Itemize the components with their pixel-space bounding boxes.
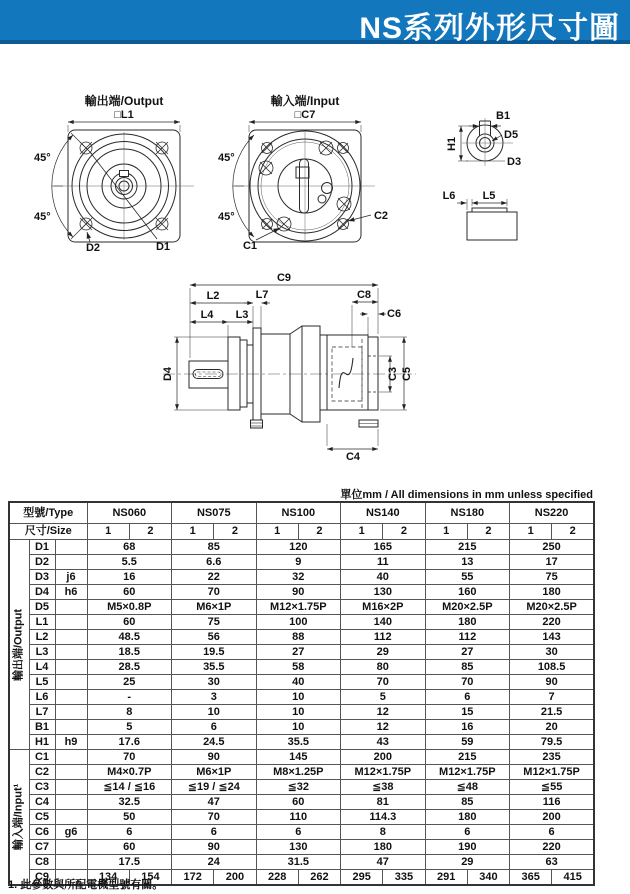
dim-value: 200 xyxy=(341,750,426,765)
dim-code: C9 xyxy=(29,870,55,886)
size-col-header: 1 xyxy=(256,524,298,540)
dim-value: M16×2P xyxy=(341,600,426,615)
dim-c7-label: □C7 xyxy=(294,109,316,121)
dim-value: ≦38 xyxy=(341,780,426,795)
dim-code: L5 xyxy=(29,675,55,690)
dim-value: 24.5 xyxy=(172,735,257,750)
dim-value: 35.5 xyxy=(256,735,341,750)
dim-value: 56 xyxy=(172,630,257,645)
dim-value: 5 xyxy=(341,690,426,705)
dim-code: C4 xyxy=(29,795,55,810)
label-c1: C1 xyxy=(242,240,258,252)
dim-value: M12×1.75P xyxy=(425,765,510,780)
output-angle-top: 45° xyxy=(34,152,51,164)
dim-value: 160 xyxy=(425,585,510,600)
dim-value: 200 xyxy=(214,870,256,886)
dim-value: 10 xyxy=(256,705,341,720)
output-view-title: 輸出端/Output xyxy=(84,94,164,108)
dim-value: 10 xyxy=(256,690,341,705)
dim-code: C5 xyxy=(29,810,55,825)
dim-value: 180 xyxy=(425,810,510,825)
table-row xyxy=(9,600,594,615)
dim-value: 6 xyxy=(425,690,510,705)
dim-tolerance xyxy=(55,600,87,615)
dim-value: 17.5 xyxy=(87,855,172,870)
table-row xyxy=(9,660,594,675)
dim-value: 215 xyxy=(425,540,510,555)
label-c6: C6 xyxy=(387,308,402,320)
dim-value: 29 xyxy=(425,855,510,870)
dim-value: 110 xyxy=(256,810,341,825)
dim-tolerance xyxy=(55,750,87,765)
dim-tolerance xyxy=(55,855,87,870)
table-row xyxy=(9,615,594,630)
table-row xyxy=(9,705,594,720)
dim-value: 220 xyxy=(510,840,595,855)
size-col-header: 2 xyxy=(467,524,509,540)
dim-value: 6 xyxy=(510,825,595,840)
dim-code: C8 xyxy=(29,855,55,870)
table-row xyxy=(9,540,594,555)
dim-value: M6×1P xyxy=(172,600,257,615)
dim-value: 17 xyxy=(510,555,595,570)
dim-tolerance xyxy=(55,615,87,630)
dim-value: 30 xyxy=(510,645,595,660)
table-row xyxy=(9,750,594,765)
dim-tolerance xyxy=(55,675,87,690)
size-col-header: 1 xyxy=(87,524,129,540)
dim-value: 32 xyxy=(256,570,341,585)
dim-value: - xyxy=(87,690,172,705)
dim-value: 200 xyxy=(510,810,595,825)
dim-value: 6 xyxy=(425,825,510,840)
dim-value: 70 xyxy=(87,750,172,765)
dim-value: ≦19 / ≦24 xyxy=(172,780,257,795)
dim-value: 70 xyxy=(341,675,426,690)
label-d3: D3 xyxy=(507,156,522,168)
dim-value: 16 xyxy=(87,570,172,585)
dim-value: 60 xyxy=(87,585,172,600)
size-col-header: 2 xyxy=(383,524,425,540)
model-header: NS060 xyxy=(87,502,172,524)
input-angle-bottom: 45° xyxy=(218,211,235,223)
label-l2: L2 xyxy=(206,290,220,302)
dim-value: 12 xyxy=(341,705,426,720)
dim-value: 6 xyxy=(256,825,341,840)
table-body xyxy=(9,540,594,886)
dim-value: 90 xyxy=(256,585,341,600)
label-l5: L5 xyxy=(482,190,496,202)
dim-code: D2 xyxy=(29,555,55,570)
dim-value: 21.5 xyxy=(510,705,595,720)
dim-code: C7 xyxy=(29,840,55,855)
table-row xyxy=(9,720,594,735)
dim-value: 81 xyxy=(341,795,426,810)
dim-value: 5 xyxy=(87,720,172,735)
size-col-header: 1 xyxy=(425,524,467,540)
type-row xyxy=(9,502,594,524)
dim-value: 172 xyxy=(172,870,214,886)
dim-value: 17.6 xyxy=(87,735,172,750)
dim-code: D4 xyxy=(29,585,55,600)
dim-value: 291 xyxy=(425,870,467,886)
dim-value: 75 xyxy=(172,615,257,630)
label-c4: C4 xyxy=(345,451,361,463)
label-d5: D5 xyxy=(504,129,519,141)
dim-tolerance xyxy=(55,555,87,570)
dim-value: M5×0.8P xyxy=(87,600,172,615)
size-row xyxy=(9,524,594,540)
dim-value: 18.5 xyxy=(87,645,172,660)
group-label: 輸出端/Output xyxy=(12,608,25,681)
dim-value: 15 xyxy=(425,705,510,720)
shaft-end-view xyxy=(446,110,521,168)
dim-code: H1 xyxy=(29,735,55,750)
dim-tolerance xyxy=(55,660,87,675)
table-row xyxy=(9,765,594,780)
dim-value: 11 xyxy=(341,555,426,570)
dim-value: 63 xyxy=(510,855,595,870)
label-c9: C9 xyxy=(276,272,292,284)
dim-value: 60 xyxy=(87,840,172,855)
dim-code: B1 xyxy=(29,720,55,735)
type-header: 型號/Type xyxy=(9,502,87,524)
dim-code: L1 xyxy=(29,615,55,630)
dim-value: 5.5 xyxy=(87,555,172,570)
table-row xyxy=(9,555,594,570)
dim-code: D5 xyxy=(29,600,55,615)
dim-value: 85 xyxy=(425,660,510,675)
side-section-view xyxy=(162,272,416,463)
table-row xyxy=(9,780,594,795)
table-row xyxy=(9,645,594,660)
size-col-header: 2 xyxy=(552,524,594,540)
dim-code: L2 xyxy=(29,630,55,645)
footnote: 1. 此參數與所配電機型號有關。 xyxy=(8,879,164,891)
dim-tolerance xyxy=(55,780,87,795)
dim-tolerance xyxy=(55,645,87,660)
dim-value: 250 xyxy=(510,540,595,555)
dim-value: 90 xyxy=(172,750,257,765)
table-head xyxy=(9,502,594,540)
dim-value: 32.5 xyxy=(87,795,172,810)
dim-value: 60 xyxy=(256,795,341,810)
dim-value: 59 xyxy=(425,735,510,750)
dim-value: 365 xyxy=(510,870,552,886)
dim-value: 112 xyxy=(341,630,426,645)
dim-value: ≦48 xyxy=(425,780,510,795)
table-row xyxy=(9,675,594,690)
dim-value: 108.5 xyxy=(510,660,595,675)
dim-value: 9 xyxy=(256,555,341,570)
dim-value: 50 xyxy=(87,810,172,825)
dim-value: 180 xyxy=(510,585,595,600)
dim-value: 10 xyxy=(256,720,341,735)
dim-value: 340 xyxy=(467,870,509,886)
dim-tolerance xyxy=(55,765,87,780)
dim-value: 180 xyxy=(425,615,510,630)
dim-value: 134 xyxy=(87,870,129,886)
dim-value: 7 xyxy=(510,690,595,705)
dim-value: 415 xyxy=(552,870,594,886)
dim-value: 70 xyxy=(172,585,257,600)
dim-value: 12 xyxy=(341,720,426,735)
dim-value: 8 xyxy=(87,705,172,720)
dim-value: M6×1P xyxy=(172,765,257,780)
dim-value: 295 xyxy=(341,870,383,886)
dim-code: L4 xyxy=(29,660,55,675)
dim-value: 40 xyxy=(256,675,341,690)
dim-value: 154 xyxy=(129,870,171,886)
table-row xyxy=(9,570,594,585)
dim-value: 335 xyxy=(383,870,425,886)
table-row xyxy=(9,810,594,825)
size-header: 尺寸/Size xyxy=(9,524,87,540)
label-l7: L7 xyxy=(255,289,269,301)
size-col-header: 2 xyxy=(298,524,340,540)
dim-value: ≦14 / ≦16 xyxy=(87,780,172,795)
dim-value: 190 xyxy=(425,840,510,855)
label-c5: C5 xyxy=(401,366,413,382)
dim-value: 55 xyxy=(425,570,510,585)
label-c3: C3 xyxy=(387,366,399,382)
dim-value: ≦32 xyxy=(256,780,341,795)
dim-value: 20 xyxy=(510,720,595,735)
table-row xyxy=(9,690,594,705)
dim-value: 16 xyxy=(425,720,510,735)
dim-value: 79.5 xyxy=(510,735,595,750)
table-row xyxy=(9,735,594,750)
model-header: NS140 xyxy=(341,502,426,524)
dim-value: 75 xyxy=(510,570,595,585)
dim-value: 85 xyxy=(425,795,510,810)
dim-value: 130 xyxy=(341,585,426,600)
dim-value: 6.6 xyxy=(172,555,257,570)
dim-value: 235 xyxy=(510,750,595,765)
dim-value: 120 xyxy=(256,540,341,555)
dim-value: 70 xyxy=(425,675,510,690)
dim-value: M20×2.5P xyxy=(510,600,595,615)
dim-value: 31.5 xyxy=(256,855,341,870)
table-row xyxy=(9,840,594,855)
table-row xyxy=(9,795,594,810)
group-label: 輸入端/Input¹ xyxy=(12,783,25,851)
shaft-side-view xyxy=(443,190,517,240)
dim-tolerance xyxy=(55,690,87,705)
label-c2: C2 xyxy=(373,210,389,222)
dim-value: M12×1.75P xyxy=(256,600,341,615)
output-angle-bottom: 45° xyxy=(34,211,51,223)
label-c8: C8 xyxy=(356,289,372,301)
dim-value: M12×1.75P xyxy=(341,765,426,780)
dim-value: 80 xyxy=(341,660,426,675)
dim-tolerance xyxy=(55,630,87,645)
dim-tolerance: h6 xyxy=(55,585,87,600)
model-header: NS100 xyxy=(256,502,341,524)
dim-value: 8 xyxy=(341,825,426,840)
dim-value: 48.5 xyxy=(87,630,172,645)
dim-value: 6 xyxy=(87,825,172,840)
page-header xyxy=(0,0,630,44)
dim-value: 88 xyxy=(256,630,341,645)
dim-value: 58 xyxy=(256,660,341,675)
table-row xyxy=(9,855,594,870)
label-d4: D4 xyxy=(162,366,174,382)
dim-code: D3 xyxy=(29,570,55,585)
model-header: NS220 xyxy=(510,502,595,524)
model-header: NS180 xyxy=(425,502,510,524)
size-col-header: 1 xyxy=(510,524,552,540)
dim-value: 47 xyxy=(172,795,257,810)
dim-value: M12×1.75P xyxy=(510,765,595,780)
size-col-header: 2 xyxy=(129,524,171,540)
dim-value: 140 xyxy=(341,615,426,630)
dim-code: C2 xyxy=(29,765,55,780)
input-view-title: 輸入端/Input xyxy=(270,94,340,108)
dim-value: 24 xyxy=(172,855,257,870)
dim-value: 40 xyxy=(341,570,426,585)
dim-l1-label: □L1 xyxy=(114,109,134,121)
dim-value: 29 xyxy=(341,645,426,660)
dim-value: M4×0.7P xyxy=(87,765,172,780)
model-header: NS075 xyxy=(172,502,257,524)
dim-code: C6 xyxy=(29,825,55,840)
dim-value: 165 xyxy=(341,540,426,555)
dim-tolerance xyxy=(55,540,87,555)
dim-tolerance xyxy=(55,705,87,720)
group-label-cell xyxy=(9,750,29,886)
dim-code: L6 xyxy=(29,690,55,705)
dim-value: 130 xyxy=(256,840,341,855)
dimensions-table xyxy=(8,501,595,886)
dim-tolerance xyxy=(55,840,87,855)
dim-value: 90 xyxy=(172,840,257,855)
dim-value: 6 xyxy=(172,825,257,840)
dim-value: M8×1.25P xyxy=(256,765,341,780)
technical-drawing xyxy=(0,48,630,488)
dim-value: 114.3 xyxy=(341,810,426,825)
dim-tolerance xyxy=(55,795,87,810)
label-h1: H1 xyxy=(446,136,458,152)
dim-value: 13 xyxy=(425,555,510,570)
dim-value: 85 xyxy=(172,540,257,555)
label-d2: D2 xyxy=(85,242,101,254)
dim-tolerance xyxy=(55,720,87,735)
dim-value: 19.5 xyxy=(172,645,257,660)
dim-value: 215 xyxy=(425,750,510,765)
dim-code: C3 xyxy=(29,780,55,795)
dim-value: 27 xyxy=(425,645,510,660)
dim-value: 27 xyxy=(256,645,341,660)
dim-code: L7 xyxy=(29,705,55,720)
table-row xyxy=(9,825,594,840)
dim-value: 220 xyxy=(510,615,595,630)
dim-value: 145 xyxy=(256,750,341,765)
dim-value: 6 xyxy=(172,720,257,735)
dim-value: 90 xyxy=(510,675,595,690)
unit-note: 單位mm / All dimensions in mm unless specified xyxy=(340,489,593,501)
size-col-header: 1 xyxy=(172,524,214,540)
dim-value: 25 xyxy=(87,675,172,690)
dim-value: 47 xyxy=(341,855,426,870)
label-d1: D1 xyxy=(155,241,171,253)
input-front-view xyxy=(218,93,388,252)
dim-value: 262 xyxy=(298,870,340,886)
size-col-header: 2 xyxy=(214,524,256,540)
dim-code: C1 xyxy=(29,750,55,765)
dim-value: 3 xyxy=(172,690,257,705)
table-row xyxy=(9,585,594,600)
output-front-view xyxy=(34,93,194,254)
dim-value: ≦55 xyxy=(510,780,595,795)
page-title: NS系列外形尺寸圖 xyxy=(359,12,620,45)
dim-tolerance: h9 xyxy=(55,735,87,750)
dim-value: 43 xyxy=(341,735,426,750)
dim-value: 35.5 xyxy=(172,660,257,675)
size-col-header: 1 xyxy=(341,524,383,540)
dim-tolerance: j6 xyxy=(55,570,87,585)
dim-value: 30 xyxy=(172,675,257,690)
dim-value: 143 xyxy=(510,630,595,645)
dim-value: 228 xyxy=(256,870,298,886)
dim-value: 70 xyxy=(172,810,257,825)
label-l4: L4 xyxy=(200,309,214,321)
label-b1: B1 xyxy=(496,110,511,122)
table-row xyxy=(9,630,594,645)
dim-tolerance xyxy=(55,810,87,825)
dim-value: M20×2.5P xyxy=(425,600,510,615)
label-l3: L3 xyxy=(235,309,249,321)
label-l6: L6 xyxy=(442,190,456,202)
dim-code: D1 xyxy=(29,540,55,555)
dim-value: 60 xyxy=(87,615,172,630)
dim-value: 116 xyxy=(510,795,595,810)
dim-value: 100 xyxy=(256,615,341,630)
dim-value: 28.5 xyxy=(87,660,172,675)
dim-value: 10 xyxy=(172,705,257,720)
dim-code: L3 xyxy=(29,645,55,660)
dim-value: 22 xyxy=(172,570,257,585)
group-label-cell xyxy=(9,540,29,750)
dim-tolerance: g6 xyxy=(55,825,87,840)
dim-value: 112 xyxy=(425,630,510,645)
dim-value: 68 xyxy=(87,540,172,555)
input-angle-top: 45° xyxy=(218,152,235,164)
dim-value: 180 xyxy=(341,840,426,855)
